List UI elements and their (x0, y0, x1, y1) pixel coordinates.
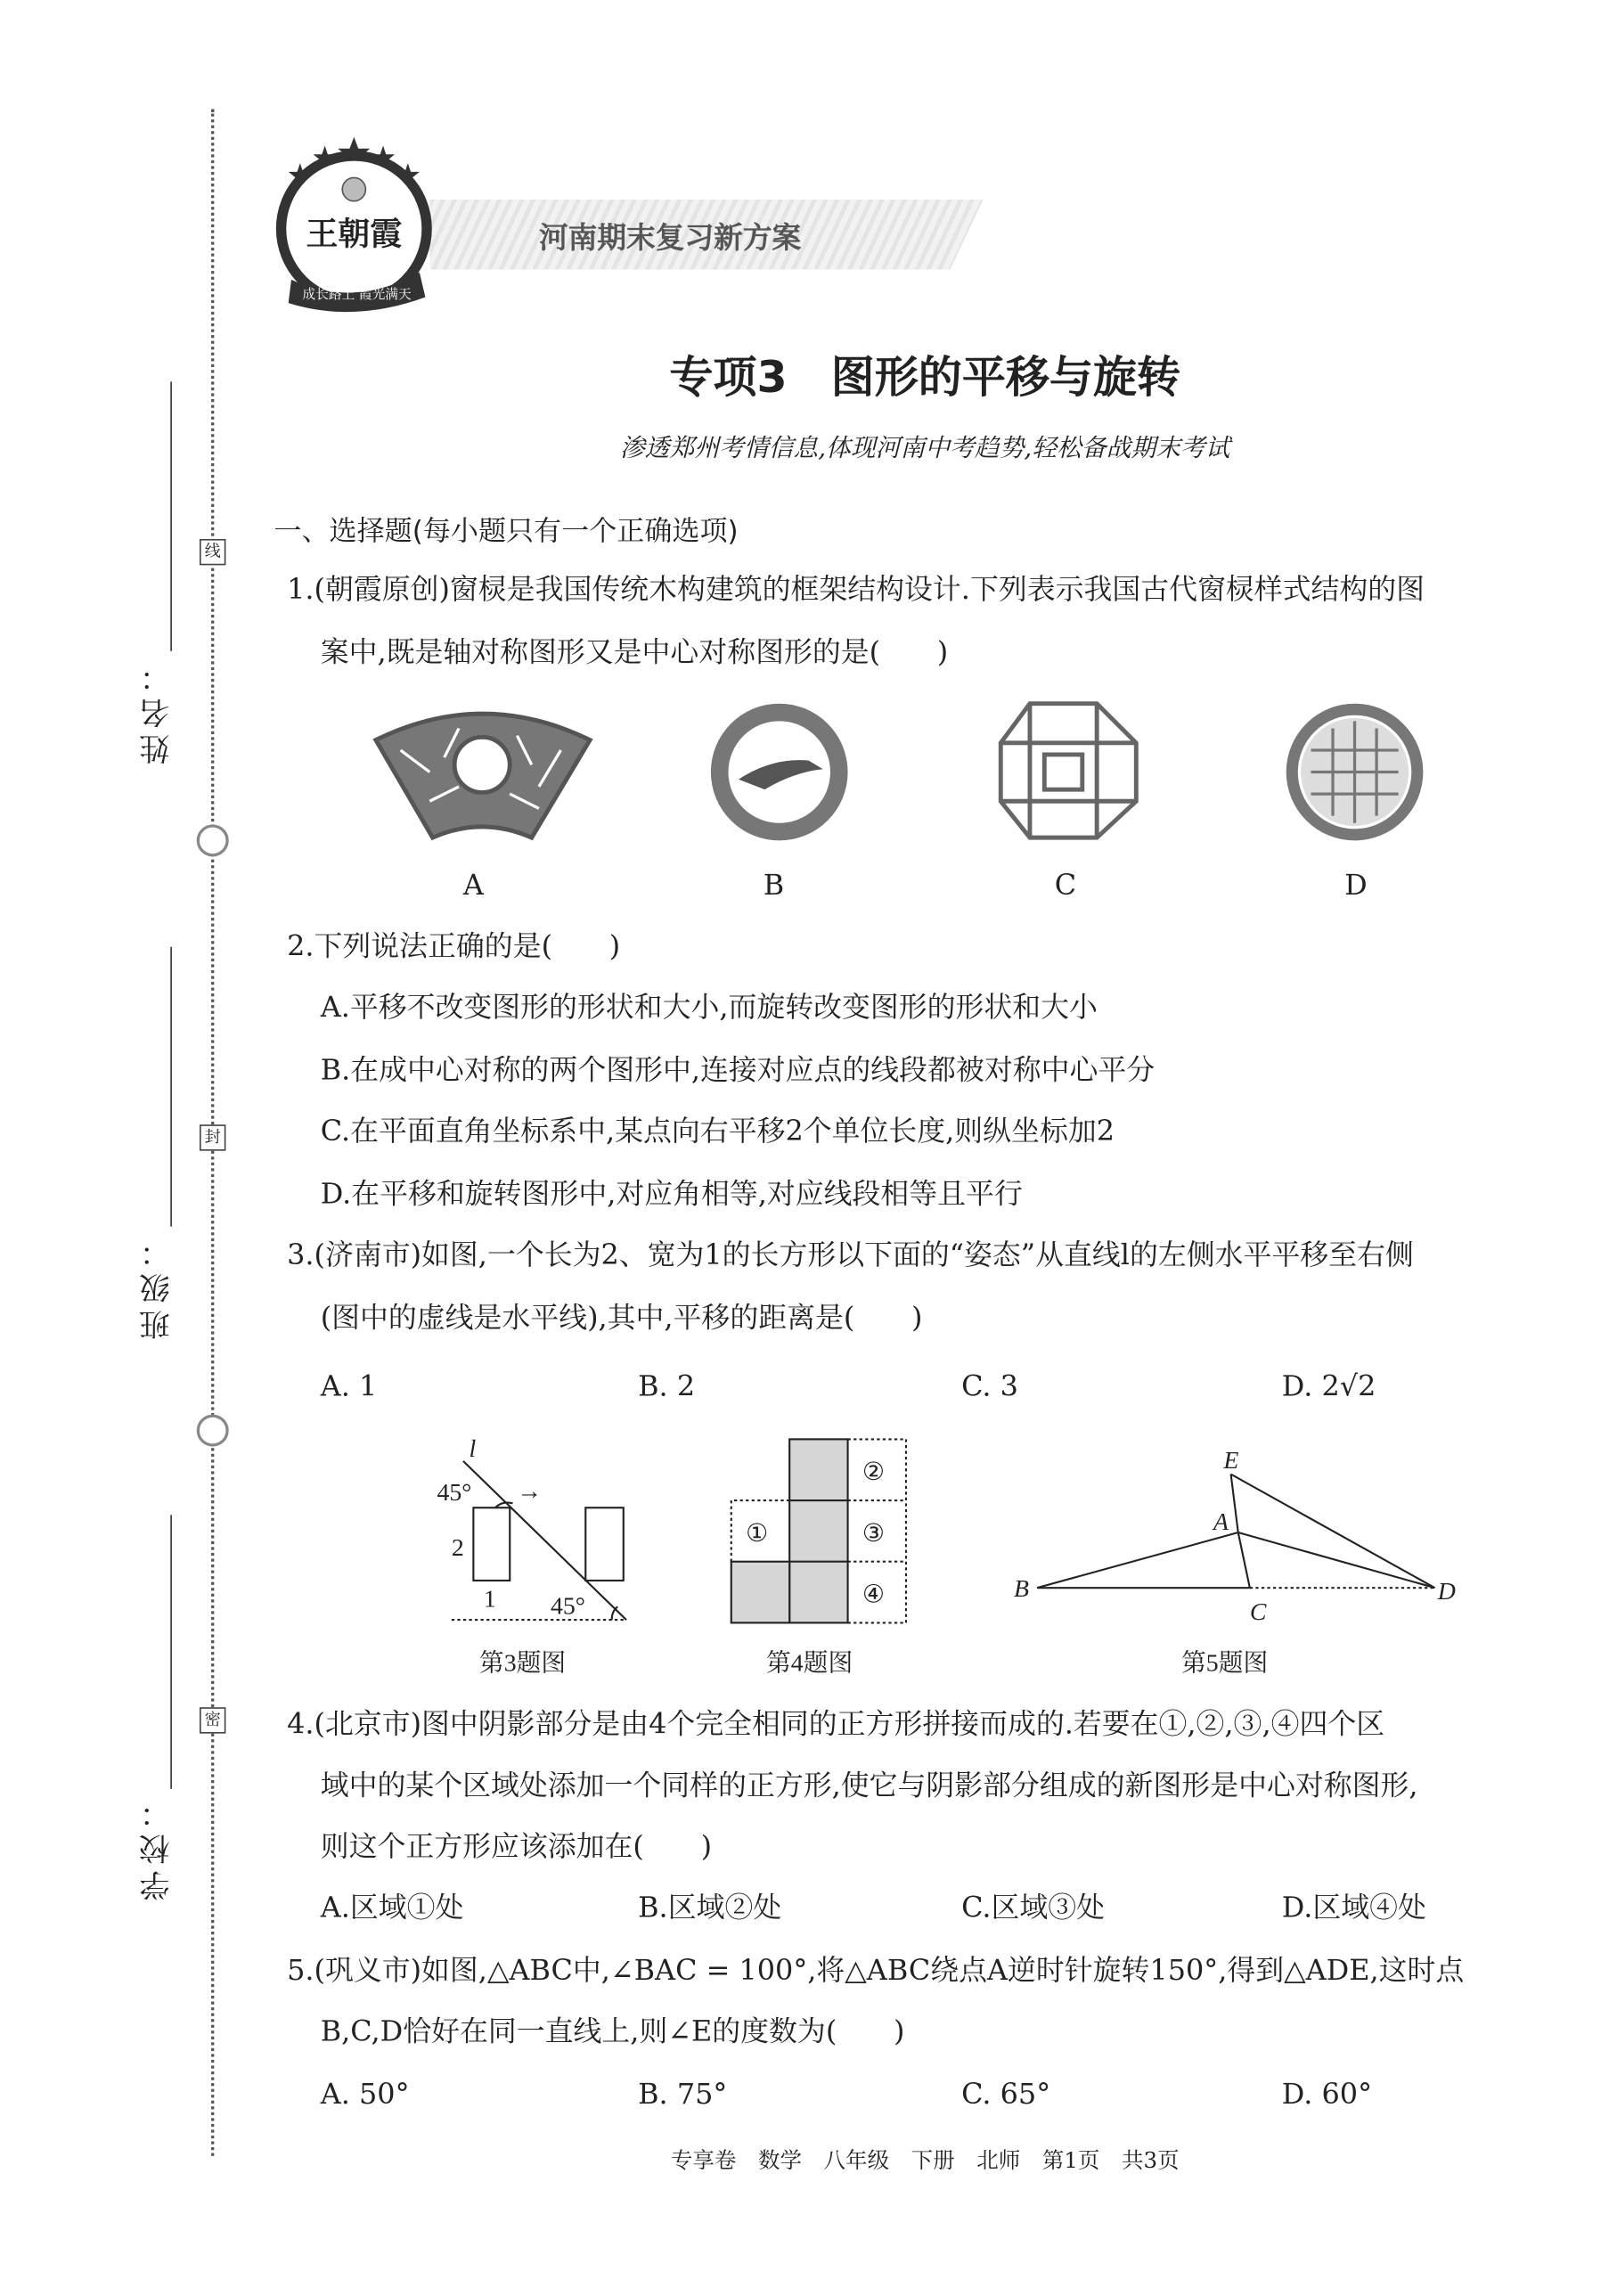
question-5-option-a: A. 50° (320, 2077, 410, 2112)
question-4-line-3: 则这个正方形应该添加在( ) (320, 1829, 713, 1864)
seal-char-feng: 封 (200, 1124, 225, 1150)
question-2-option-b: B.在成中心对称的两个图形中,连接对应点的线段都被对称中心平分 (320, 1053, 1156, 1087)
question-5-option-c: C. 65° (961, 2077, 1051, 2112)
section-heading: 一、选择题(每小题只有一个正确选项) (274, 515, 739, 548)
fig3-angle-top: 45° (437, 1479, 472, 1508)
question-3-line-1: 3.(济南市)如图,一个长为2、宽为1的长方形以下面的“姿态”从直线l的左侧水平平移至右侧 (287, 1238, 1414, 1272)
fig4-region-1: ① (746, 1519, 769, 1548)
fig3-caption: 第3题图 (478, 1649, 567, 1678)
question-3-line-2: (图中的虚线是水平线),其中,平移的距离是( ) (320, 1301, 923, 1335)
question-3-option-c: C. 3 (961, 1369, 1018, 1403)
question-5-option-d: D. 60° (1281, 2077, 1373, 2112)
fig5-point-c: C (1249, 1598, 1267, 1627)
question-4-option-c: C.区域③处 (961, 1891, 1106, 1924)
figure-label-c: C (1054, 868, 1077, 903)
question-2-option-c: C.在平面直角坐标系中,某点向右平移2个单位长度,则纵坐标加2 (320, 1114, 1115, 1148)
banner-text: 河南期末复习新方案 (538, 219, 802, 256)
question-2-stem: 2.下列说法正确的是( ) (287, 929, 621, 963)
question-1-line-2: 案中,既是轴对称图形又是中心对称图形的是( ) (320, 634, 949, 669)
fig3-arrow: → (517, 1477, 543, 1506)
question-4-line-1: 4.(北京市)图中阴影部分是由4个完全相同的正方形拼接而成的.若要在①,②,③,④四个区 (287, 1707, 1385, 1741)
question-4-option-a: A.区域①处 (320, 1891, 464, 1924)
fig5-point-b: B (1013, 1574, 1029, 1603)
page-footer: 专享卷 数学 八年级 下册 北师 第1页 共3页 (670, 2146, 1180, 2174)
fig5-point-e: E (1223, 1447, 1239, 1475)
question-5-line-2: B,C,D恰好在同一直线上,则∠E的度数为( ) (320, 2014, 905, 2048)
question-2-option-a: A.平移不改变图形的形状和大小,而旋转改变图形的形状和大小 (320, 990, 1098, 1025)
question-4-option-d: D.区域④处 (1281, 1891, 1426, 1924)
fig3-rect-left (473, 1508, 510, 1581)
fig3-length: 2 (451, 1534, 464, 1563)
svg-text:成长路上 霞光满天: 成长路上 霞光满天 (302, 287, 412, 303)
fig3-rect-right (585, 1508, 624, 1581)
question-5-line-1: 5.(巩义市)如图,△ABC中,∠BAC = 100°,将△ABC绕点A逆时针旋转150°,得到△ADE,这时点 (287, 1953, 1465, 1988)
fig3-width: 1 (483, 1585, 496, 1614)
page-title: 专项3 图形的平移与旋转 (669, 352, 1181, 404)
fig5-caption: 第5题图 (1180, 1649, 1269, 1678)
fig5-point-a: A (1213, 1508, 1229, 1536)
page-subtitle: 渗透郑州考情信息,体现河南中考趋势,轻松备战期末考试 (619, 434, 1230, 463)
fig3-label-l: l (469, 1435, 477, 1463)
seal-char-mi: 密 (200, 1707, 225, 1733)
question-4-line-2: 域中的某个区域处添加一个同样的正方形,使它与阴影部分组成的新图形是中心对称图形, (320, 1768, 1418, 1802)
fig4-region-4: ④ (862, 1581, 885, 1609)
logo-wordmark: 王朝霞 (306, 215, 403, 253)
fig5-triangles (1037, 1475, 1434, 1589)
school-label: 学校： (138, 1792, 174, 1901)
seal-char-xian: 线 (200, 539, 225, 565)
figure-label-a: A (462, 868, 484, 903)
figure-label-d: D (1344, 868, 1368, 903)
question-3-option-b: B. 2 (638, 1369, 696, 1403)
question-3-option-d: D. 2√2 (1281, 1369, 1376, 1403)
fig4-region-3: ③ (862, 1519, 885, 1548)
question-2-option-d: D.在平移和旋转图形中,对应角相等,对应线段相等且平行 (320, 1177, 1023, 1211)
class-label: 班级： (138, 1230, 174, 1341)
fig4-caption: 第4题图 (766, 1649, 853, 1678)
fig3-angle-bottom: 45° (551, 1592, 585, 1621)
question-3-option-a: A. 1 (320, 1369, 378, 1403)
question-4-option-b: B.区域②处 (638, 1891, 782, 1924)
fig5-point-d: D (1437, 1578, 1456, 1606)
question-5-option-b: B. 75° (638, 2077, 728, 2112)
question-1-line-1: 1.(朝霞原创)窗棂是我国传统木构建筑的框架结构设计.下列表示我国古代窗棂样式结构的图 (287, 572, 1425, 607)
figure-label-b: B (763, 868, 785, 903)
fig4-region-2: ② (862, 1458, 885, 1487)
name-label: 姓名： (138, 655, 174, 765)
